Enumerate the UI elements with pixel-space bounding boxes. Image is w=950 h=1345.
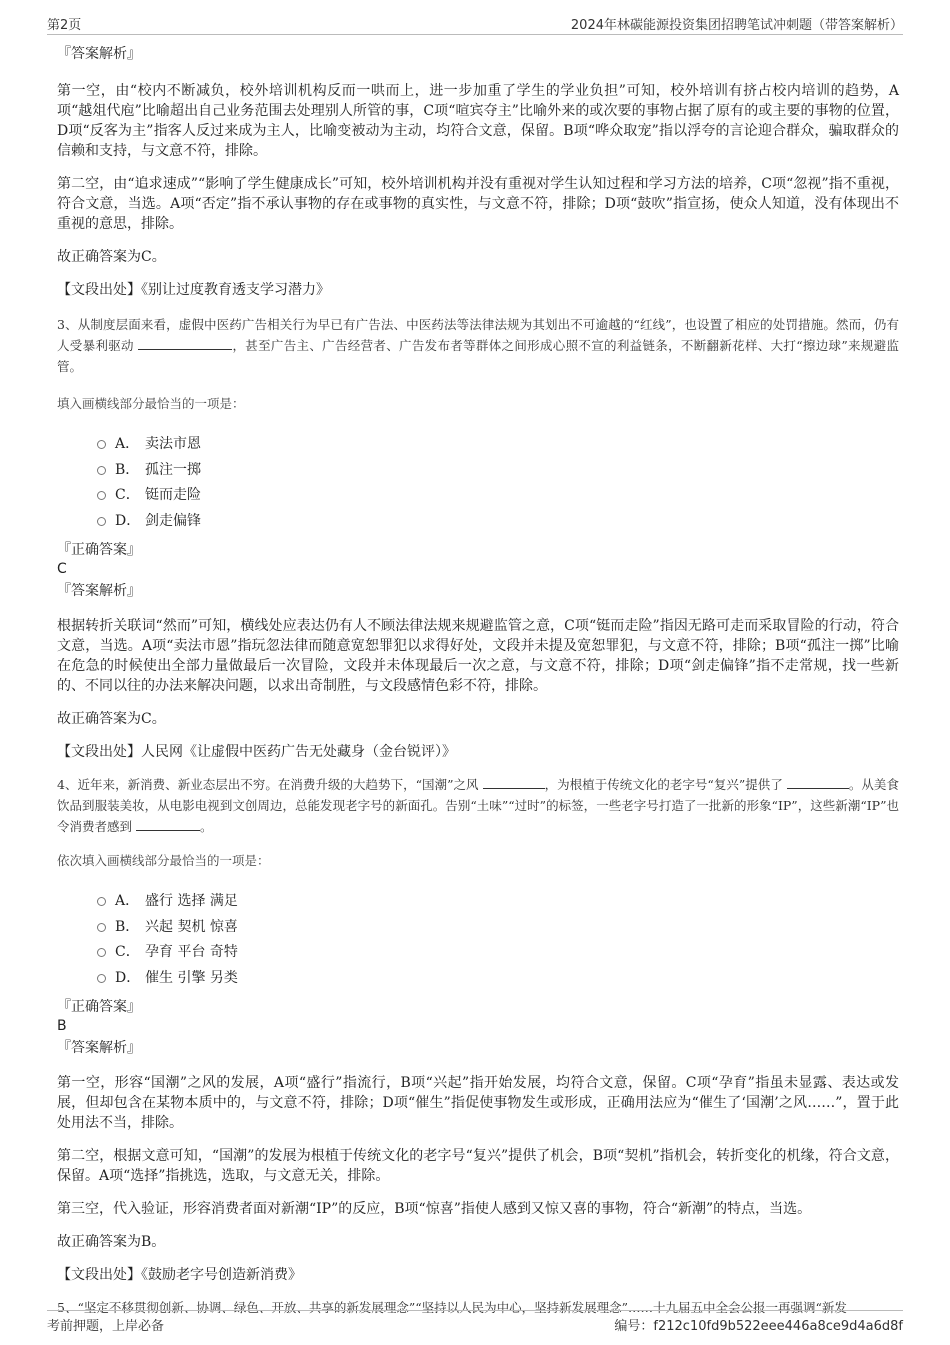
radio-icon[interactable] <box>97 897 106 906</box>
fill-blank <box>136 818 200 831</box>
option-list <box>57 432 899 534</box>
analysis-label: 『答案解析』 <box>57 1040 141 1056</box>
source-citation: 【文段出处】人民网《让虚假中医药广告无处藏身（金台锐评）》 <box>57 744 456 760</box>
analysis-paragraph: 第一空，由“校内不断减负，校外培训机构反而一哄而上，进一步加重了学生的学业负担”可知，校外培训有挤占校内培训的趋势，A项“越俎代庖”比喻超出自己业务范围去处理别人所管的事，C项“喧宾夺主”比喻外来的或次要的事物占据了原有的或主要的事物的位置，D项“反客为主”指客人反过来成为主人，比喻变被动为主动，均符合文意，保留。B项“哗众取宠”指以浮夸的言论迎合群众，骗取群众的信赖和支持，与文意不符，排除。 <box>57 83 899 159</box>
correct-answer: C <box>57 561 67 577</box>
question-3-text: 3、从制度层面来看，虚假中医药广告相关行为早已有广告法、中医药法等法律法规为其划出不可逾越的“红线”，也设置了相应的处罚措施。然而，仍有人受暴利驱动 ，甚至广告主、广告经营者、广告发布者等群体之间形成心照不宣的利益链条，不断翻新花样、大打“擦边球”来规避监管。 <box>57 317 899 374</box>
correct-answer: B <box>57 1018 67 1034</box>
question-5-text: 5、“坚定不移贯彻创新、协调、绿色、开放、共享的新发展理念”“坚持以人民为中心，坚持新发展理念”……十九届五中全会公报一再强调“新发 <box>57 1300 847 1315</box>
option-b[interactable]: B． 兴起 契机 惊喜 <box>57 915 899 941</box>
question-prompt: 填入画横线部分最恰当的一项是： <box>57 396 245 411</box>
page-number: 第2页 <box>47 18 82 33</box>
radio-icon[interactable] <box>97 466 106 475</box>
analysis-paragraph: 根据转折关联词“然而”可知，横线处应表达仍有人不顾法律法规来规避监管之意，C项“铤而走险”指因无路可走而采取冒险的行动，符合文意，当选。A项“卖法市恩”指玩忽法律而随意宽恕罪犯以求得好处，文段并未提及宽恕罪犯，与文意不符，排除；B项“孤注一掷”比喻在危急的时候使出全部力量做最后一次冒险，文段并未体现最后一次之意，与文意不符，排除；D项“剑走偏锋”指不走常规，找一些新的、不同以往的办法来解决问题，以求出奇制胜，与文段感情色彩不符，排除。 <box>57 618 899 694</box>
conclusion: 故正确答案为B。 <box>57 1234 166 1250</box>
page-content <box>57 44 899 1318</box>
radio-icon[interactable] <box>97 974 106 983</box>
fill-blank <box>787 776 849 789</box>
option-d[interactable]: D． 剑走偏锋 <box>57 509 899 535</box>
option-c[interactable]: C． 孕育 平台 奇特 <box>57 940 899 966</box>
source-citation: 【文段出处】《别让过度教育透支学习潜力》 <box>57 282 330 298</box>
page-footer <box>47 1310 903 1333</box>
analysis-paragraph: 第二空，由“追求速成”“影响了学生健康成长”可知，校外培训机构并没有重视对学生认知过程和学习方法的培养，C项“忽视”指不重视，符合文意，当选。A项“否定”指不承认事物的存在或事物的真实性，与文意不符，排除；D项“鼓吹”指宣扬，使众人知道，没有体现出不重视的意思，排除。 <box>57 176 899 232</box>
question-4-text: 4、近年来，新消费、新业态层出不穷。在消费升级的大趋势下，“国潮”之风 ，为根植于传统文化的老字号“复兴”提供了 。从美食饮品到服装美妆，从电影电视到文创周边，总能发现老字号的新面孔。告别“土味”“过时”的标签，一些老字号打造了一批新的形象“IP”，这些新潮“IP”也令消费者感到 。 <box>57 777 899 834</box>
option-a[interactable]: A． 盛行 选择 满足 <box>57 889 899 915</box>
source-citation: 【文段出处】《鼓励老字号创造新消费》 <box>57 1267 302 1283</box>
option-b[interactable]: B． 孤注一掷 <box>57 458 899 484</box>
radio-icon[interactable] <box>97 440 106 449</box>
fill-blank <box>138 337 232 350</box>
conclusion: 故正确答案为C。 <box>57 711 166 727</box>
option-d[interactable]: D． 催生 引擎 另类 <box>57 966 899 992</box>
analysis-label: 『答案解析』 <box>57 46 141 62</box>
correct-answer-label: 『正确答案』 <box>57 999 141 1015</box>
analysis-label: 『答案解析』 <box>57 583 141 599</box>
fill-blank <box>483 776 545 789</box>
page-header <box>47 12 903 35</box>
radio-icon[interactable] <box>97 948 106 957</box>
radio-icon[interactable] <box>97 923 106 932</box>
analysis-paragraph: 第二空，根据文意可知，“国潮”的发展为根植于传统文化的老字号“复兴”提供了机会，B项“契机”指机会，转折变化的机缘，符合文意，保留。A项“选择”指挑选，选取，与文意无关，排除。 <box>57 1148 899 1184</box>
footer-slogan: 考前押题，上岸必备 <box>47 1319 165 1334</box>
question-prompt: 依次填入画横线部分最恰当的一项是： <box>57 853 270 868</box>
radio-icon[interactable] <box>97 491 106 500</box>
correct-answer-label: 『正确答案』 <box>57 542 141 558</box>
option-a[interactable]: A． 卖法市恩 <box>57 432 899 458</box>
analysis-paragraph: 第一空，形容“国潮”之风的发展，A项“盛行”指流行，B项“兴起”指开始发展，均符合文意，保留。C项“孕育”指虽未显露、表达或发展，但却包含在某物本质中的，与文意不符，排除；D项“催生”指促使事物发生或形成，正确用法应为“催生了‘国潮’之风……”，置于此处用法不当，排除。 <box>57 1075 899 1131</box>
document-title: 2024年林碳能源投资集团招聘笔试冲刺题（带答案解析） <box>570 18 903 33</box>
analysis-paragraph: 第三空，代入验证，形容消费者面对新潮“IP”的反应，B项“惊喜”指使人感到又惊又喜的事物，符合“新潮”的特点，当选。 <box>57 1201 812 1217</box>
conclusion: 故正确答案为C。 <box>57 249 166 265</box>
radio-icon[interactable] <box>97 517 106 526</box>
option-list <box>57 889 899 991</box>
option-c[interactable]: C． 铤而走险 <box>57 483 899 509</box>
document-id: 编号：f212c10fd9b522eee446a8ce9d4a6d8f <box>614 1319 903 1334</box>
